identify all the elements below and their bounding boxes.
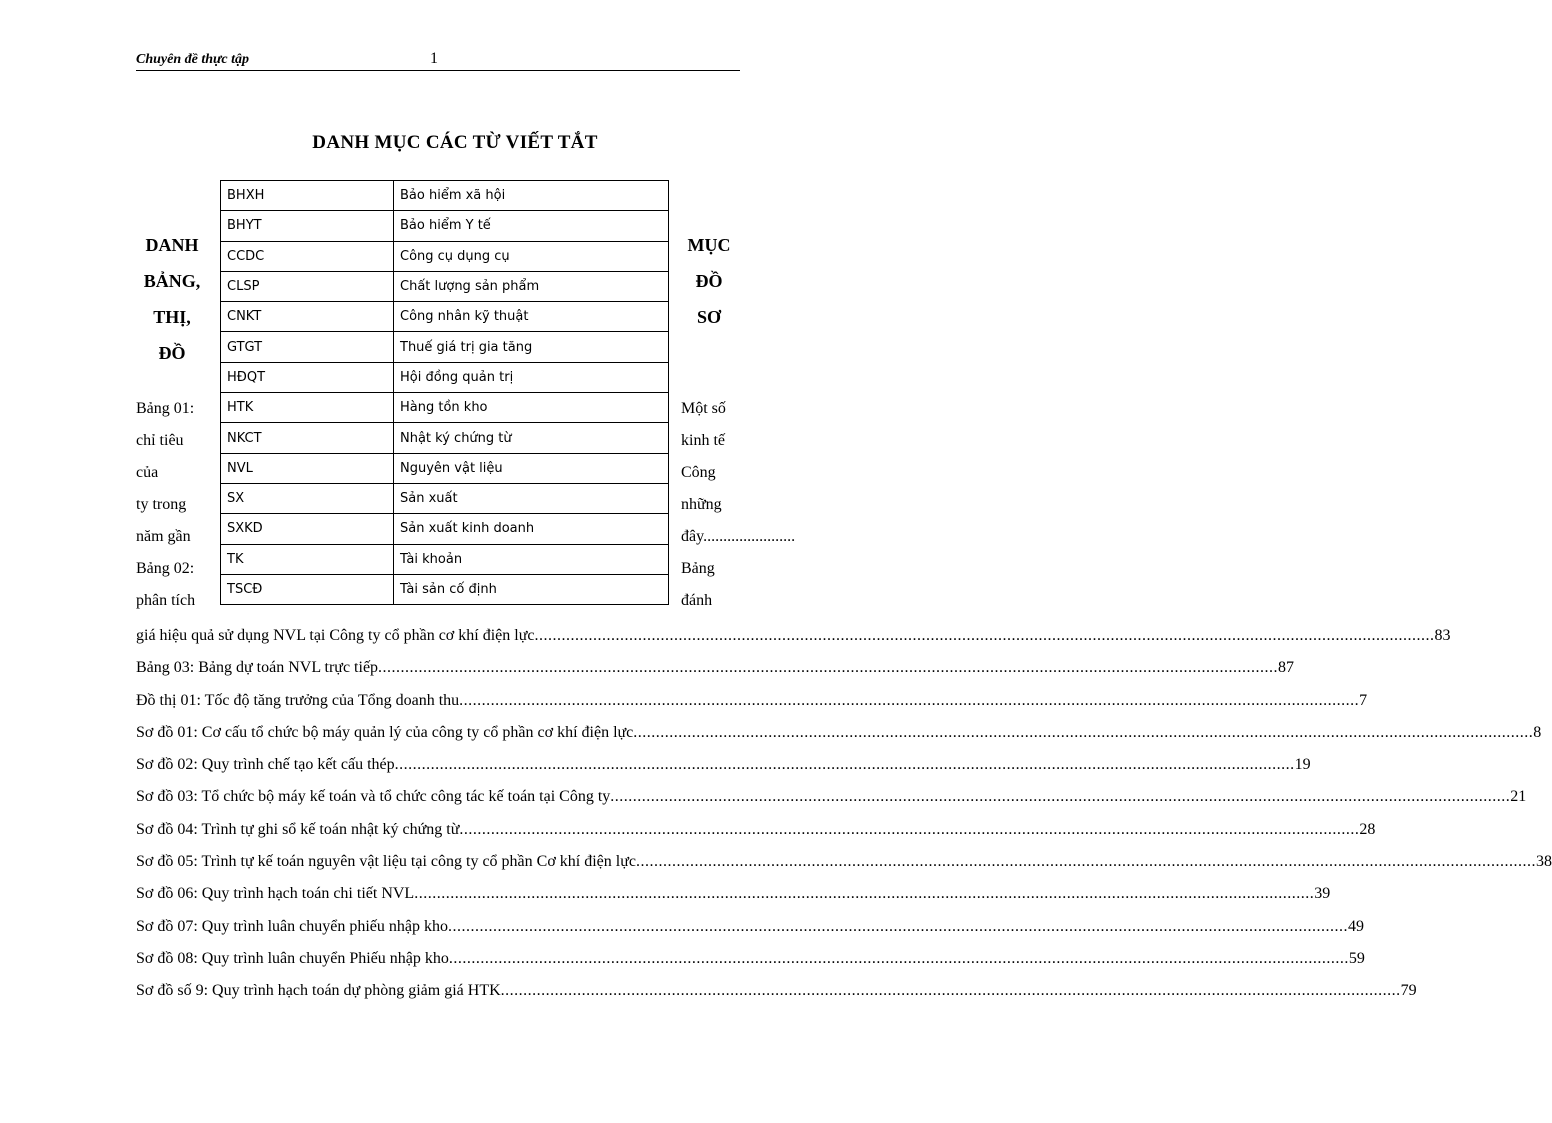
table-row — [221, 483, 669, 513]
abbr-code: CLSP — [221, 271, 394, 301]
left-fragment: chỉ tiêu — [136, 432, 184, 449]
toc-leader: ........................................................................................................................................................................................................ — [534, 627, 1435, 644]
toc-entry-page: 87 — [1278, 659, 1295, 677]
abbr-code: BHYT — [221, 211, 394, 241]
right-heading-line: ĐỒ — [695, 271, 723, 291]
toc-entry[interactable] — [136, 687, 1368, 719]
abbr-meaning: Thuế giá trị gia tăng — [394, 332, 669, 362]
abbr-code: HĐQT — [221, 362, 394, 392]
toc-entry-text: Sơ đồ 02: Quy trình chế tạo kết cấu thép — [136, 756, 395, 774]
abbr-meaning: Chất lượng sản phẩm — [394, 271, 669, 301]
table-row — [221, 574, 669, 604]
toc-entry[interactable] — [136, 880, 1331, 912]
abbr-code: NKCT — [221, 423, 394, 453]
toc-entry-page: 21 — [1510, 788, 1527, 806]
toc-entry-page: 59 — [1348, 949, 1365, 967]
table-row — [221, 211, 669, 241]
right-heading — [680, 227, 738, 335]
header-title: Chuyên đề thực tập — [136, 52, 250, 67]
toc-entry[interactable] — [136, 783, 1527, 815]
toc-entry-text: Đồ thị 01: Tốc độ tăng trưởng của Tổng doanh thu — [136, 691, 460, 709]
table-row — [221, 453, 669, 483]
toc-entry-text: Sơ đồ 07: Quy trình luân chuyển phiếu nhập kho — [136, 917, 448, 935]
toc-entry-text: Sơ đồ 03: Tổ chức bộ máy kế toán và tổ chức công tác kế toán tại Công ty — [136, 788, 611, 806]
left-fragment: phân tích — [136, 592, 196, 609]
table-row — [221, 181, 669, 211]
table-row — [221, 241, 669, 271]
toc-leader: ........................................................................................................................................................................................................ — [633, 723, 1534, 741]
toc-entry-text: Sơ đồ 06: Quy trình hạch toán chi tiết NVL — [136, 885, 415, 903]
left-fragment: Bảng 01: — [136, 400, 195, 417]
abbr-code: SX — [221, 483, 394, 513]
abbr-code: NVL — [221, 453, 394, 483]
abbr-meaning: Hội đồng quản trị — [394, 362, 669, 392]
toc-entry[interactable] — [136, 654, 1295, 686]
abbr-code: TSCĐ — [221, 574, 394, 604]
right-heading-line: SƠ — [696, 307, 721, 327]
left-fragment: năm gần — [136, 528, 191, 545]
left-heading-line: DANH — [145, 235, 199, 255]
toc-entry[interactable] — [136, 816, 1376, 848]
left-heading-line: BẢNG, — [143, 271, 201, 291]
table-row — [221, 514, 669, 544]
toc-leader: ........................................................................................................................................................................................................ — [459, 691, 1360, 709]
toc-entry-text: giá hiệu quả sử dụng NVL tại Công ty cổ phần cơ khí điện lực — [136, 627, 535, 644]
toc-entry-text: Sơ đồ 05: Trình tự kế toán nguyên vật liệu tại công ty cổ phần Cơ khí điện lực — [136, 853, 636, 871]
toc-entry[interactable] — [136, 977, 1417, 1009]
abbr-code: HTK — [221, 393, 394, 423]
right-fragment: Một số — [681, 400, 726, 417]
toc-entry-page: 79 — [1400, 982, 1417, 1000]
toc-leader: ........................................................................................................................................................................................................ — [636, 853, 1536, 871]
toc-entry[interactable] — [136, 913, 1364, 945]
toc-entry-page: 8 — [1533, 723, 1542, 741]
abbr-meaning: Công nhân kỹ thuật — [394, 302, 669, 332]
toc-leader: ........................................................................................................................................................................................................ — [500, 982, 1401, 1000]
table-row — [221, 393, 669, 423]
table-row — [221, 544, 669, 574]
toc-entry[interactable] — [136, 622, 1451, 654]
page-heading: DANH MỤC CÁC TỪ VIẾT TẮT — [312, 132, 598, 153]
toc-entry-page: 39 — [1314, 885, 1331, 903]
toc-entry-page: 7 — [1359, 691, 1368, 709]
abbr-meaning: Tài khoản — [394, 544, 669, 574]
toc-leader: ........................................................................................................................................................................................................ — [459, 820, 1360, 838]
left-heading-line: THỊ, — [153, 307, 191, 327]
toc-entry[interactable] — [136, 751, 1311, 783]
abbr-meaning: Bảo hiểm xã hội — [394, 181, 669, 211]
abbr-code: BHXH — [221, 181, 394, 211]
abbreviation-table — [220, 180, 669, 605]
abbr-meaning: Bảo hiểm Y tế — [394, 211, 669, 241]
toc-entry-page: 38 — [1536, 853, 1552, 871]
table-row — [221, 362, 669, 392]
toc-entry-text: Bảng 03: Bảng dự toán NVL trực tiếp — [136, 659, 379, 677]
toc-entry-text: Sơ đồ 04: Trình tự ghi sổ kế toán nhật ký chứng từ — [136, 820, 460, 838]
left-fragment: ty trong — [136, 496, 187, 513]
abbr-meaning: Công cụ dụng cụ — [394, 241, 669, 271]
left-fragment: Bảng 02: — [136, 560, 195, 577]
toc-leader: ........................................................................................................................................................................................................ — [447, 917, 1348, 935]
abbr-code: GTGT — [221, 332, 394, 362]
right-fragment: những — [681, 496, 722, 513]
toc-leader: ........................................................................................................................................................................................................ — [448, 949, 1349, 967]
toc-leader: ........................................................................................................................................................................................................ — [414, 885, 1315, 903]
right-fragment: Bảng — [681, 560, 715, 577]
toc-entry-text: Sơ đồ 08: Quy trình luân chuyển Phiếu nhập kho — [136, 949, 449, 967]
abbr-meaning: Sản xuất kinh doanh — [394, 514, 669, 544]
toc-entry[interactable] — [136, 719, 1542, 751]
toc-entry[interactable] — [136, 945, 1365, 977]
table-row — [221, 302, 669, 332]
left-heading-line: ĐỒ — [158, 343, 186, 363]
left-fragments — [136, 393, 208, 617]
toc-leader: ........................................................................................................................................................................................................ — [394, 756, 1295, 774]
table-row — [221, 423, 669, 453]
abbr-meaning: Nhật ký chứng từ — [394, 423, 669, 453]
right-fragment: kinh tế — [681, 432, 725, 449]
toc-entry-page: 49 — [1347, 917, 1364, 935]
toc-entry-text: Sơ đồ 01: Cơ cấu tổ chức bộ máy quản lý của công ty cổ phần cơ khí điện lực — [136, 723, 634, 741]
table-row — [221, 332, 669, 362]
right-fragment: đánh — [681, 592, 713, 609]
left-fragment: của — [136, 464, 159, 481]
toc-leader: ........................................................................................................................................................................................................ — [378, 659, 1279, 677]
abbr-code: SXKD — [221, 514, 394, 544]
toc-entry-page: 83 — [1434, 627, 1451, 644]
abbr-meaning: Nguyên vật liệu — [394, 453, 669, 483]
toc-entry[interactable] — [136, 848, 1552, 880]
right-heading-line: MỤC — [687, 235, 731, 255]
right-fragment: Công — [681, 464, 716, 481]
table-row — [221, 271, 669, 301]
abbr-code: TK — [221, 544, 394, 574]
abbr-meaning: Tài sản cố định — [394, 574, 669, 604]
right-fragments — [681, 393, 821, 617]
table-of-figures — [136, 622, 1552, 1010]
left-heading — [136, 227, 208, 371]
page-number: 1 — [430, 50, 438, 67]
abbr-meaning: Hàng tồn kho — [394, 393, 669, 423]
toc-entry-page: 28 — [1359, 820, 1376, 838]
abbr-meaning: Sản xuất — [394, 483, 669, 513]
abbr-code: CNKT — [221, 302, 394, 332]
abbr-code: CCDC — [221, 241, 394, 271]
toc-leader: ........................................................................................................................................................................................................ — [610, 788, 1511, 806]
toc-entry-text: Sơ đồ số 9: Quy trình hạch toán dự phòng giảm giá HTK — [136, 982, 501, 1000]
toc-entry-page: 19 — [1294, 756, 1311, 774]
header-rule — [136, 70, 740, 71]
right-fragment: đây....................... — [681, 528, 796, 545]
